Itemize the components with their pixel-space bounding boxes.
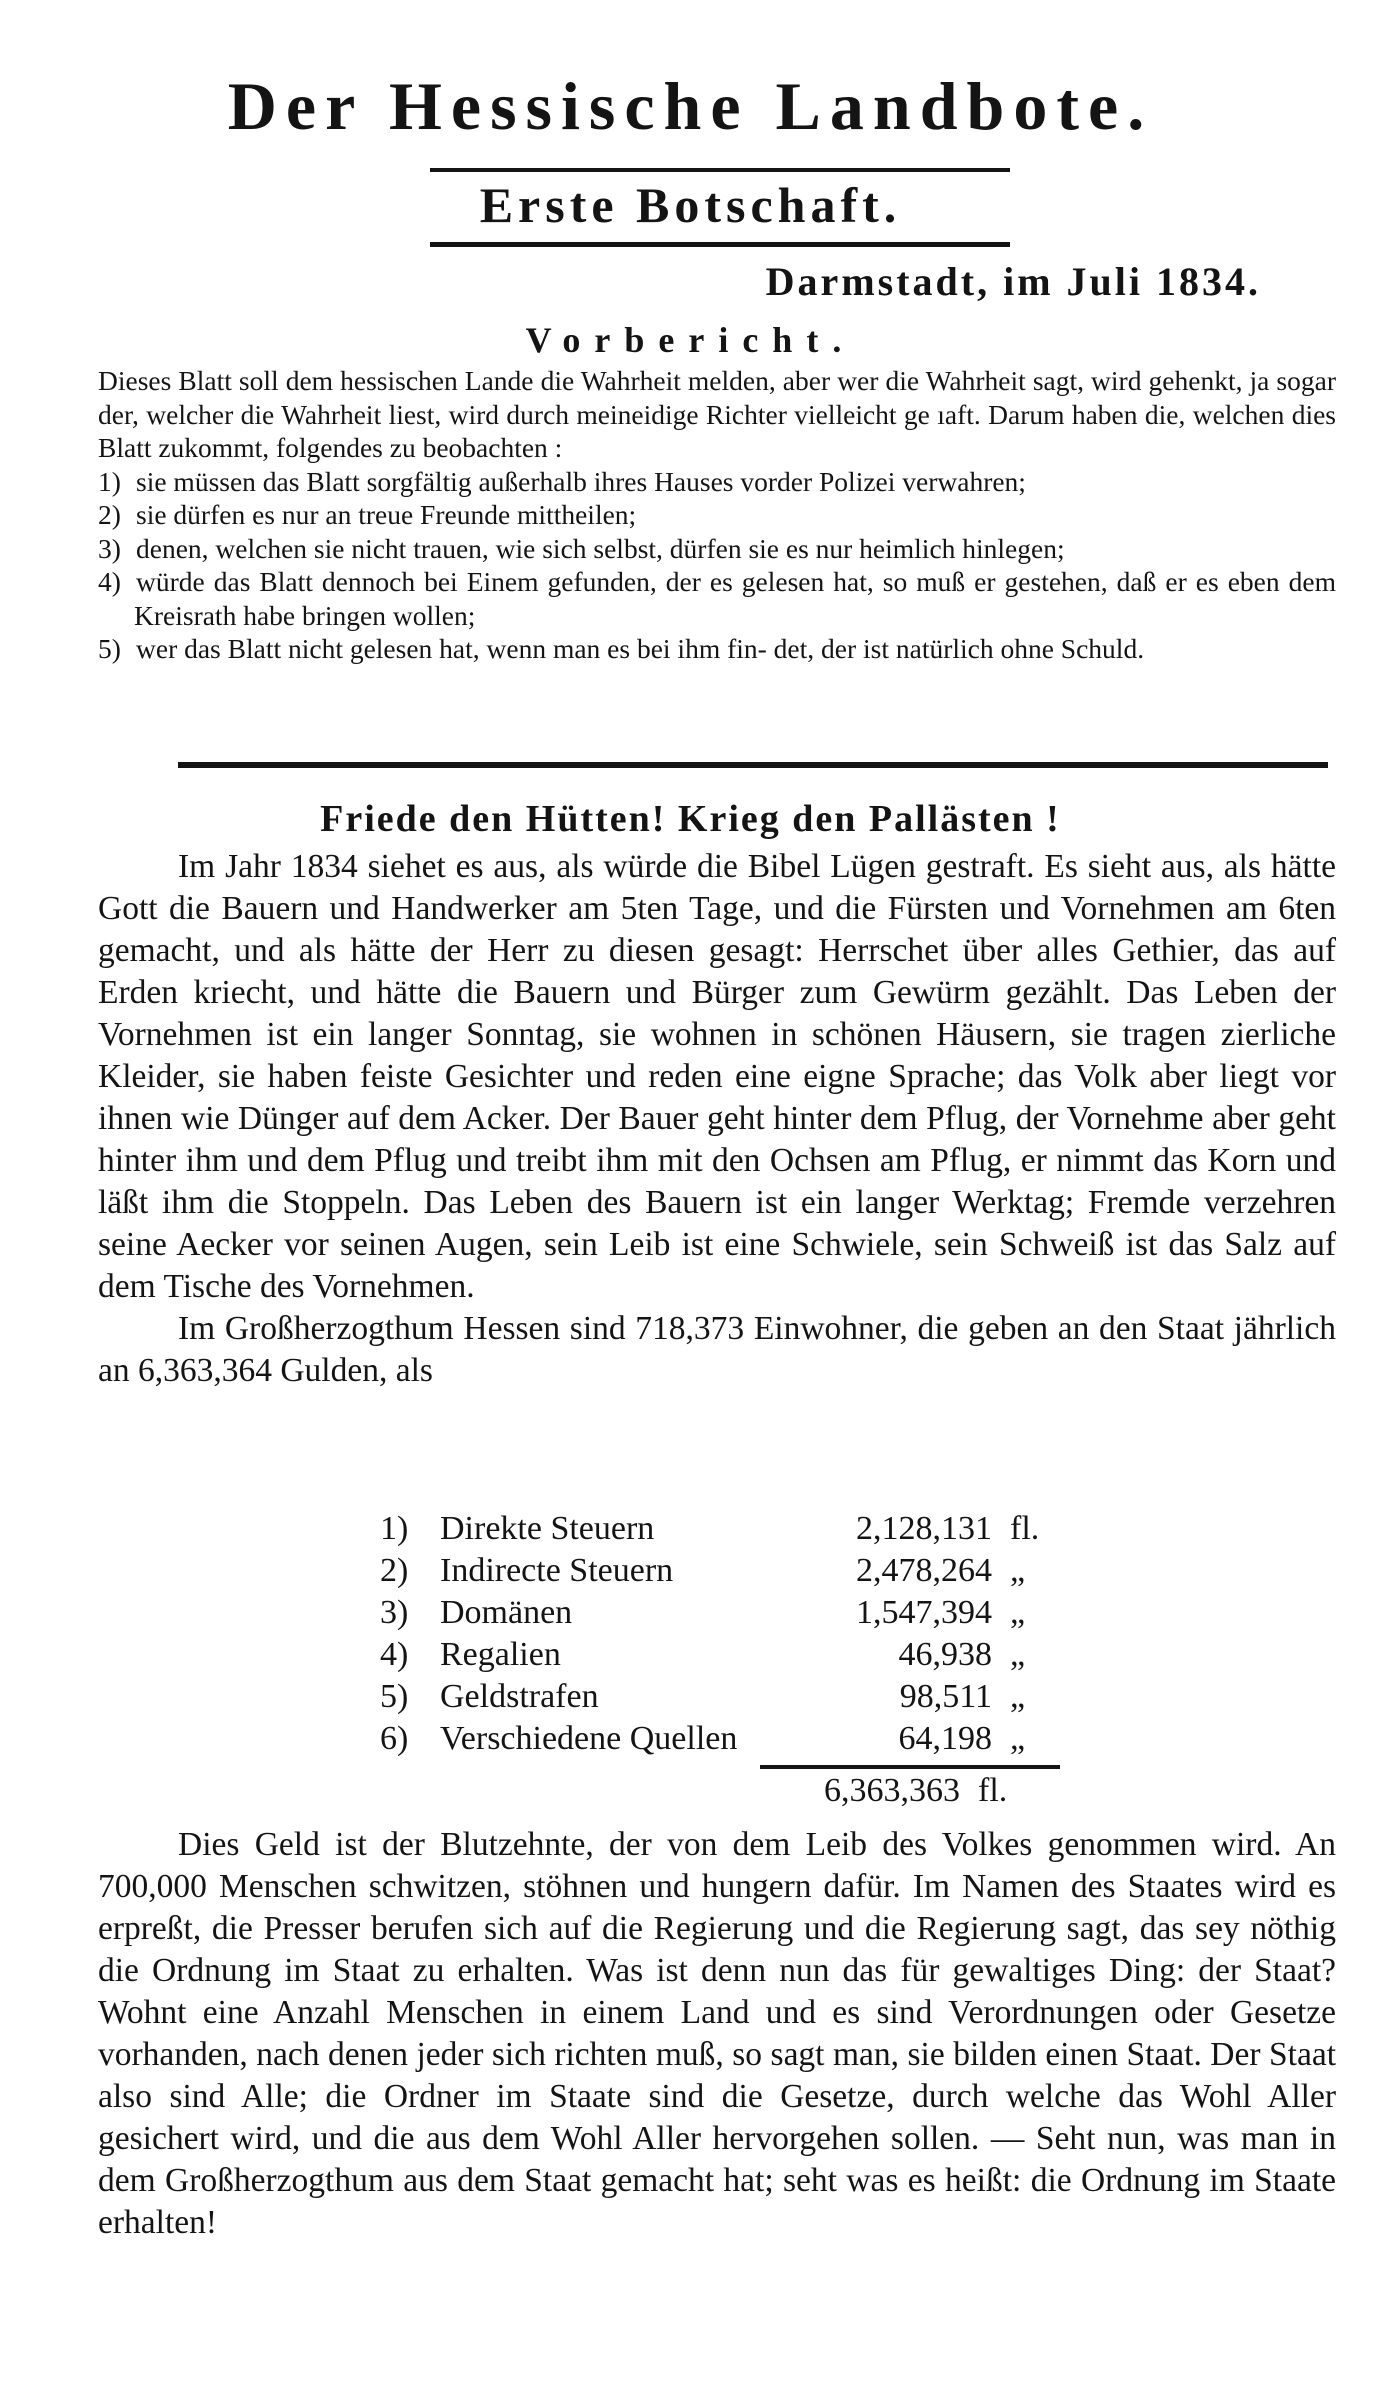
tax-unit: „: [1010, 1678, 1026, 1715]
tax-number: 6): [380, 1720, 409, 1757]
preliminary-rule: [98, 465, 1336, 499]
tax-total: [760, 1770, 1070, 1812]
main-text: [98, 846, 1336, 1392]
section-divider: [178, 762, 1328, 768]
main-paragraph-1: Im Jahr 1834 siehet es aus, als würde die Bibel Lügen gestraft. Es sieht aus, als hätte Gott die Bauern und Handwerker am 5ten Tage, und die Fürsten und Vornehmen am 6ten gemacht, und als hätte der Herr zu diesen gesagt: Herrschet über alles Gethier, das auf Erden kriecht, und hätte die Bauern und Bürger zum Gewürm gezählt. Das Leben der Vornehmen ist ein langer Sonntag, sie wohnen in schönen Häusern, sie tragen zierliche Kleider, sie haben feiste Gesichter und reden eine eigne Sprache; das Volk aber liegt vor ihnen wie Dünger auf dem Acker. Der Bauer geht hinter dem Pflug, der Vornehme aber geht hinter ihm und dem Pflug und treibt ihm mit den Ochsen am Pflug, er nimmt das Korn und läßt ihm die Stoppeln. Das Leben des Bauern ist ein langer Werktag; Fremde verzehren seine Aecker vor seinen Augen, sein Leib ist eine Schwiele, sein Schweiß ist das Salz auf dem Tische des Vornehmen.: [98, 848, 1336, 1305]
tax-table: [380, 1508, 1070, 1760]
tax-amount: 46,938: [898, 1636, 992, 1673]
table-row: [380, 1718, 1070, 1760]
dateline: Darmstadt, im Juli 1834.: [765, 259, 1261, 304]
tax-number: 2): [380, 1552, 409, 1589]
preliminary-rule: [98, 565, 1336, 632]
rule-number: 1): [98, 465, 121, 497]
tax-unit: fl.: [1010, 1510, 1040, 1547]
preliminary-intro: Dieses Blatt soll dem hessischen Lande die Wahrheit melden, aber wer die Wahrheit sagt, wird gehenkt, ja sogar der, welcher die Wahrheit liest, wird durch meineidige Richter vielleicht ge ıaft. Darum haben die, welchen dies Blatt zukommt, folgendes zu beobachten :: [98, 365, 1336, 463]
rule-number: 3): [98, 532, 121, 564]
tax-number: 5): [380, 1678, 409, 1715]
closing-paragraph: Dies Geld ist der Blutzehnte, der von dem Leib des Volkes genommen wird. An 700,000 Menschen schwitzen, stöhnen und hungern dafür. Im Namen des Staates wird es erpreßt, die Presser berufen sich auf die Regierung und die Regierung sagt, das sey nöthig die Ordnung im Staat zu erhalten. Was ist denn nun das für gewaltiges Ding: der Staat? Wohnt eine Anzahl Menschen in einem Land und es sind Verordnungen oder Gesetze vorhanden, nach denen jeder sich richten muß, so sagt man, sie bilden einen Staat. Der Staat also sind Alle; die Ordner im Staate sind die Gesetze, durch welche das Wohl Aller gesichert wird, und die aus dem Wohl Aller hervorgehen sollen. — Seht nun, was man in dem Großherzogthum aus dem Staat gemacht hat; seht was es heißt: die Ordnung im Staate erhalten!: [98, 1826, 1336, 2241]
rule-text: würde das Blatt dennoch bei Einem gefunden, der es gelesen hat, so muß er gestehen, daß er es eben dem Kreisrath habe bringen wollen;: [134, 566, 1336, 631]
tax-unit: „: [1010, 1594, 1026, 1631]
table-row: [380, 1592, 1070, 1634]
rule-text: sie müssen das Blatt sorgfältig außerhalb ihres Hauses vorder Polizei verwahren;: [136, 465, 1026, 497]
masthead-title: Der Hessische Landbote.: [227, 68, 1154, 144]
rule-number: 4): [98, 566, 121, 597]
rule-number: 5): [98, 633, 121, 664]
tax-total-amount: 6,363,363: [824, 1772, 960, 1809]
tax-amount: 64,198: [898, 1720, 992, 1757]
main-paragraph-2: Im Großherzogthum Hessen sind 718,373 Einwohner, die geben an den Staat jährlich an 6,363,364 Gulden, als: [98, 1310, 1336, 1389]
table-row: [380, 1676, 1070, 1718]
tax-total-unit: fl.: [978, 1772, 1008, 1809]
closing-text: [98, 1824, 1336, 2244]
masthead-rule-top: [430, 168, 1010, 172]
rule-text: denen, welchen sie nicht trauen, wie sich selbst, dürfen sie es nur heimlich hinlegen;: [136, 532, 1065, 564]
table-row: [380, 1550, 1070, 1592]
preliminary-rule: [98, 632, 1336, 666]
tax-number: 4): [380, 1636, 409, 1673]
table-row: [380, 1634, 1070, 1676]
tax-amount: 2,478,264: [856, 1552, 992, 1589]
tax-number: 3): [380, 1594, 409, 1631]
tax-unit: „: [1010, 1720, 1026, 1757]
tax-amount: 2,128,131: [856, 1510, 992, 1547]
rule-number: 2): [98, 499, 121, 530]
rule-text: wer das Blatt nicht gelesen hat, wenn man es bei ihm fin- det, der ist natürlich ohne Schuld.: [136, 633, 1145, 664]
tax-label: Verschiedene Quellen: [440, 1720, 738, 1757]
main-heading: Friede den Hütten! Krieg den Pallästen !: [320, 798, 1061, 840]
tax-amount: 98,511: [899, 1678, 992, 1715]
rule-text: sie dürfen es nur an treue Freunde mittheilen;: [136, 499, 637, 530]
masthead-subtitle: Erste Botschaft.: [479, 177, 902, 233]
preliminary-rule: [98, 498, 1336, 532]
preliminary-rule: [98, 532, 1336, 566]
tax-unit: „: [1010, 1636, 1026, 1673]
tax-label: Direkte Steuern: [440, 1510, 655, 1547]
tax-label: Domänen: [440, 1594, 573, 1631]
preliminary-section: [98, 364, 1336, 666]
table-row: [380, 1508, 1070, 1550]
tax-label: Geldstrafen: [440, 1678, 599, 1715]
total-rule: [760, 1765, 1060, 1769]
masthead-rule-bottom: [430, 242, 1010, 247]
preliminary-rules: [98, 465, 1336, 666]
tax-label: Regalien: [440, 1636, 561, 1673]
tax-amount: 1,547,394: [856, 1594, 992, 1631]
tax-unit: „: [1010, 1552, 1026, 1589]
tax-number: 1): [380, 1510, 409, 1547]
tax-label: Indirecte Steuern: [440, 1552, 674, 1589]
preliminary-heading: Vorbericht.: [525, 320, 856, 360]
